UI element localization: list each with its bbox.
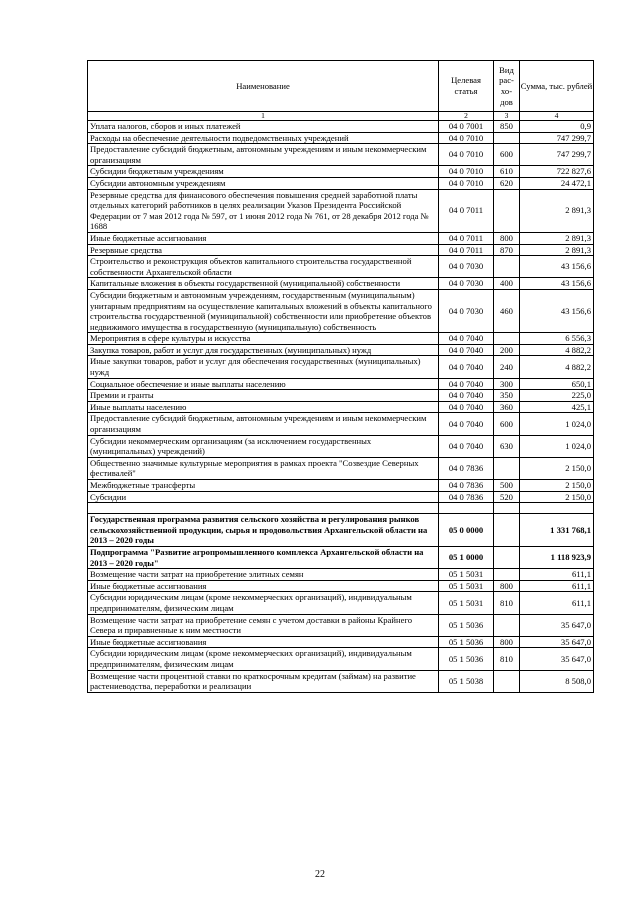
- row-code: 04 0 7040: [439, 333, 494, 345]
- row-expense-type: 800: [494, 636, 520, 648]
- row-code: 05 1 5038: [439, 670, 494, 692]
- header-row: [88, 61, 594, 112]
- table-row: [88, 435, 594, 457]
- row-name: Иные бюджетные ассигнования: [88, 232, 439, 244]
- row-amount: 747 299,7: [520, 132, 594, 144]
- row-code: 04 0 7040: [439, 413, 494, 435]
- table-row: [88, 177, 594, 189]
- row-expense-type: [494, 546, 520, 568]
- row-name: Субсидии юридическим лицам (кроме некоммерческих организаций), индивидуальным предпринимателям, физическим лицам: [88, 648, 439, 670]
- row-amount: 2 150,0: [520, 480, 594, 492]
- table-row: [88, 648, 594, 670]
- row-code: 04 0 7836: [439, 480, 494, 492]
- row-expense-type: 800: [494, 580, 520, 592]
- row-expense-type: 850: [494, 121, 520, 133]
- row-name: Уплата налогов, сборов и иных платежей: [88, 121, 439, 133]
- table-row: [88, 144, 594, 166]
- row-code: 04 0 7836: [439, 491, 494, 503]
- row-amount: 1 024,0: [520, 413, 594, 435]
- row-expense-type: 810: [494, 592, 520, 614]
- row-name: Закупка товаров, работ и услуг для государственных (муниципальных) нужд: [88, 344, 439, 356]
- row-name: Мероприятия в сфере культуры и искусства: [88, 333, 439, 345]
- row-code: 05 1 0000: [439, 546, 494, 568]
- row-name: Резервные средства для финансового обеспечения повышения средней заработной платы отдельных категорий работников в целях реализации Указов Президента Российской Федерации от 7 мая 2012 года № 597, от 1 июня 2012 года № 761, от 28 декабря 2012 года № 1688: [88, 189, 439, 232]
- table-row: [88, 636, 594, 648]
- table-row: [88, 232, 594, 244]
- row-expense-type: 610: [494, 166, 520, 178]
- budget-table: [87, 60, 594, 693]
- row-name: Предоставление субсидий бюджетным, автономным учреждениям и иным некоммерческим организациям: [88, 413, 439, 435]
- row-code: 04 0 7010: [439, 144, 494, 166]
- row-code: 04 0 7010: [439, 166, 494, 178]
- row-name: Субсидии автономным учреждениям: [88, 177, 439, 189]
- row-name: Подпрограмма "Развитие агропромышленного комплекса Архангельской области на 2013 – 2020 годы": [88, 546, 439, 568]
- row-name: Межбюджетные трансферты: [88, 480, 439, 492]
- row-amount: 2 150,0: [520, 491, 594, 503]
- table-row: [88, 244, 594, 256]
- row-code: 04 0 7040: [439, 356, 494, 378]
- row-amount: 611,1: [520, 569, 594, 581]
- row-expense-type: 600: [494, 413, 520, 435]
- row-code: 05 1 5031: [439, 592, 494, 614]
- table-row: [88, 390, 594, 402]
- header-sum: Сумма, тыс. рублей: [520, 61, 594, 112]
- column-numbers-row: [88, 112, 594, 121]
- row-amount: 4 882,2: [520, 356, 594, 378]
- row-code: [439, 503, 494, 514]
- row-expense-type: [494, 514, 520, 547]
- row-amount: 425,1: [520, 401, 594, 413]
- table-row: [88, 413, 594, 435]
- row-amount: 4 882,2: [520, 344, 594, 356]
- row-expense-type: 360: [494, 401, 520, 413]
- row-name: Иные выплаты населению: [88, 401, 439, 413]
- row-name: Возмещение части затрат на приобретение элитных семян: [88, 569, 439, 581]
- header-name: Наименование: [88, 61, 439, 112]
- row-expense-type: 520: [494, 491, 520, 503]
- row-code: 04 0 7040: [439, 435, 494, 457]
- row-name: Государственная программа развития сельского хозяйства и регулирования рынков сельскохозяйственной продукции, сырья и продовольствия Архангельской области на 2013 – 2020 годы: [88, 514, 439, 547]
- row-code: 04 0 7030: [439, 256, 494, 278]
- row-amount: 2 891,3: [520, 189, 594, 232]
- row-amount: 2 150,0: [520, 457, 594, 479]
- table-row: [88, 580, 594, 592]
- row-name: Расходы на обеспечение деятельности подведомственных учреждений: [88, 132, 439, 144]
- row-amount: 35 647,0: [520, 648, 594, 670]
- row-code: 04 0 7011: [439, 244, 494, 256]
- table-row: [88, 592, 594, 614]
- row-expense-type: [494, 670, 520, 692]
- row-code: 05 1 5036: [439, 636, 494, 648]
- row-code: 04 0 7040: [439, 401, 494, 413]
- table-row: [88, 121, 594, 133]
- row-name: Премии и гранты: [88, 390, 439, 402]
- row-amount: 1 118 923,9: [520, 546, 594, 568]
- row-expense-type: [494, 569, 520, 581]
- row-expense-type: 240: [494, 356, 520, 378]
- row-code: 04 0 7010: [439, 177, 494, 189]
- row-expense-type: 500: [494, 480, 520, 492]
- row-code: 04 0 7010: [439, 132, 494, 144]
- row-amount: 1 331 768,1: [520, 514, 594, 547]
- row-amount: 8 508,0: [520, 670, 594, 692]
- row-name: Общественно значимые культурные мероприятия в рамках проекта "Созвездие Северных фестивалей": [88, 457, 439, 479]
- row-name: Строительство и реконструкция объектов капитального строительства государственной собственности Архангельской области: [88, 256, 439, 278]
- row-expense-type: [494, 333, 520, 345]
- row-amount: 611,1: [520, 592, 594, 614]
- row-expense-type: 400: [494, 278, 520, 290]
- table-row: [88, 333, 594, 345]
- table-row: [88, 278, 594, 290]
- row-name: Иные бюджетные ассигнования: [88, 580, 439, 592]
- row-amount: 650,1: [520, 378, 594, 390]
- row-amount: 43 156,6: [520, 289, 594, 332]
- row-expense-type: 870: [494, 244, 520, 256]
- row-expense-type: 300: [494, 378, 520, 390]
- row-expense-type: 460: [494, 289, 520, 332]
- row-expense-type: 630: [494, 435, 520, 457]
- row-amount: 24 472,1: [520, 177, 594, 189]
- row-name: Возмещение части затрат на приобретение семян с учетом доставки в районы Крайнего Севера и приравненные к ним местности: [88, 614, 439, 636]
- row-amount: 35 647,0: [520, 636, 594, 648]
- row-expense-type: 200: [494, 344, 520, 356]
- table-row: [88, 256, 594, 278]
- row-name: Возмещение части процентной ставки по краткосрочным кредитам (займам) на развитие растениеводства, переработки и реализации: [88, 670, 439, 692]
- table-row: [88, 514, 594, 547]
- row-name: Субсидии бюджетным учреждениям: [88, 166, 439, 178]
- row-expense-type: [494, 503, 520, 514]
- column-number: 2: [439, 112, 494, 121]
- row-amount: 43 156,6: [520, 256, 594, 278]
- row-code: 05 1 5031: [439, 580, 494, 592]
- table-row: [88, 401, 594, 413]
- row-code: 04 0 7040: [439, 390, 494, 402]
- table-row: [88, 503, 594, 514]
- row-name: Субсидии: [88, 491, 439, 503]
- row-amount: 225,0: [520, 390, 594, 402]
- row-name: [88, 503, 439, 514]
- table-row: [88, 569, 594, 581]
- row-amount: 1 024,0: [520, 435, 594, 457]
- row-amount: 35 647,0: [520, 614, 594, 636]
- column-number: 4: [520, 112, 594, 121]
- table-row: [88, 289, 594, 332]
- row-expense-type: [494, 457, 520, 479]
- row-name: Резервные средства: [88, 244, 439, 256]
- table-row: [88, 132, 594, 144]
- table-row: [88, 378, 594, 390]
- row-amount: 722 827,6: [520, 166, 594, 178]
- table-row: [88, 166, 594, 178]
- row-amount: [520, 503, 594, 514]
- table-row: [88, 344, 594, 356]
- row-code: 04 0 7836: [439, 457, 494, 479]
- row-name: Субсидии юридическим лицам (кроме некоммерческих организаций), индивидуальным предпринимателям, физическим лицам: [88, 592, 439, 614]
- row-name: Капитальные вложения в объекты государственной (муниципальной) собственности: [88, 278, 439, 290]
- row-expense-type: 800: [494, 232, 520, 244]
- row-name: Иные закупки товаров, работ и услуг для обеспечения государственных (муниципальных) нужд: [88, 356, 439, 378]
- row-expense-type: 810: [494, 648, 520, 670]
- row-amount: 43 156,6: [520, 278, 594, 290]
- row-expense-type: [494, 256, 520, 278]
- row-expense-type: 620: [494, 177, 520, 189]
- table-row: [88, 480, 594, 492]
- row-expense-type: 600: [494, 144, 520, 166]
- row-expense-type: [494, 132, 520, 144]
- row-name: Социальное обеспечение и иные выплаты населению: [88, 378, 439, 390]
- row-code: 05 0 0000: [439, 514, 494, 547]
- table-row: [88, 614, 594, 636]
- table-row: [88, 670, 594, 692]
- column-number: 3: [494, 112, 520, 121]
- row-name: Иные бюджетные ассигнования: [88, 636, 439, 648]
- row-code: 05 1 5031: [439, 569, 494, 581]
- row-code: 04 0 7001: [439, 121, 494, 133]
- row-amount: 2 891,3: [520, 232, 594, 244]
- header-code: Целевая статья: [439, 61, 494, 112]
- row-name: Предоставление субсидий бюджетным, автономным учреждениям и иным некоммерческим организациям: [88, 144, 439, 166]
- row-code: 04 0 7040: [439, 344, 494, 356]
- row-code: 04 0 7030: [439, 289, 494, 332]
- row-amount: 747 299,7: [520, 144, 594, 166]
- table-row: [88, 546, 594, 568]
- row-expense-type: 350: [494, 390, 520, 402]
- row-name: Субсидии бюджетным и автономным учреждениям, государственным (муниципальным) унитарным предприятиям на осуществление капитальных вложений в объекты капитального строительства государственной (муниципальной) собственности или приобретение объектов недвижимого имущества в государственную (муниципальную) собственность: [88, 289, 439, 332]
- table-row: [88, 457, 594, 479]
- row-code: 05 1 5036: [439, 614, 494, 636]
- table-row: [88, 491, 594, 503]
- column-number: 1: [88, 112, 439, 121]
- budget-table-body: [88, 61, 594, 693]
- table-row: [88, 356, 594, 378]
- row-code: 05 1 5036: [439, 648, 494, 670]
- row-amount: 611,1: [520, 580, 594, 592]
- row-expense-type: [494, 189, 520, 232]
- page-number: 22: [315, 869, 325, 880]
- row-amount: 6 556,3: [520, 333, 594, 345]
- row-amount: 2 891,3: [520, 244, 594, 256]
- header-vid: Вид рас- хо- дов: [494, 61, 520, 112]
- row-code: 04 0 7011: [439, 232, 494, 244]
- row-code: 04 0 7011: [439, 189, 494, 232]
- row-amount: 0,9: [520, 121, 594, 133]
- row-code: 04 0 7040: [439, 378, 494, 390]
- row-name: Субсидии некоммерческим организациям (за исключением государственных (муниципальных) учреждений): [88, 435, 439, 457]
- table-row: [88, 189, 594, 232]
- row-code: 04 0 7030: [439, 278, 494, 290]
- row-expense-type: [494, 614, 520, 636]
